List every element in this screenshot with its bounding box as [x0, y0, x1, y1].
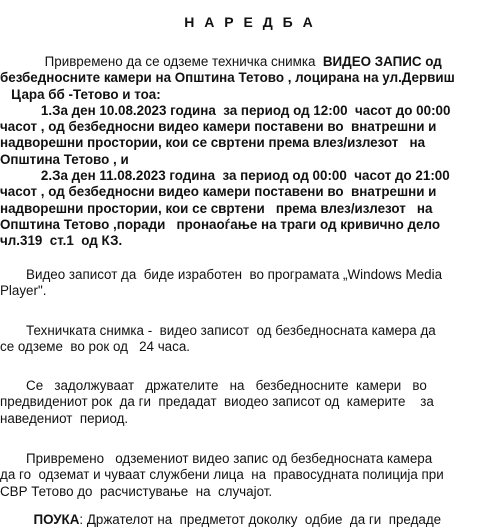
- paragraph-software: Видео записот да биде изработен во програмата „Windows Media Player".: [0, 267, 443, 299]
- paragraph-deadline: Техничката снимка - видео записот од безбедносната камера да се одземе во рок од 24 часа.: [0, 323, 436, 355]
- order-intro-text: Привремено да се одземе техничка снимка: [0, 54, 323, 69]
- document-title: Н А Р Е Д Б А: [184, 14, 316, 30]
- instruction-text: : Држателот на предметот доколку одбие да ги предаде: [79, 512, 442, 527]
- instruction-label: ПОУКА: [0, 512, 80, 527]
- paragraph-obligation: Се задолжуваат држателите на безбедносните камери во предвидениот рок да ги предадат виодео записот од камерите за наведениот период.: [0, 378, 434, 426]
- paragraph-order-main: [0, 54, 500, 250]
- paragraph-custody: Привремено одземениот видео запис од безбедносната камера да го одземат и чуваат службени лица на правосудната полиција при СВР Тетово до расчистување на случајот.: [0, 451, 444, 499]
- order-details-text: безбедносните камери на Општина Тетово , лоцирана на ул.Дервиш Цара бб -Тетово и тоа: 1.За ден 10.08.2023 година за период од 12:00 часот до 00:00 часот , од безбедносни видео камери поставени во внатрешни и надворешни простории, кои се свртени према влез/излезот на Општина Тетово , и 2.За ден 11.08.2023 година за период од 00:00 часот до 21:00 часот , од безбедносни видео камери поставени во внатрешни и надворешни простории, кои се свртени према влез/излезот на Општина Тетово ,поради пронаоѓање на траги од кривично дело чл.319 ст.1 од КЗ.: [0, 70, 455, 249]
- paragraph-instruction: [0, 512, 500, 528]
- order-video-record-label: ВИДЕО ЗАПИС од: [322, 54, 442, 69]
